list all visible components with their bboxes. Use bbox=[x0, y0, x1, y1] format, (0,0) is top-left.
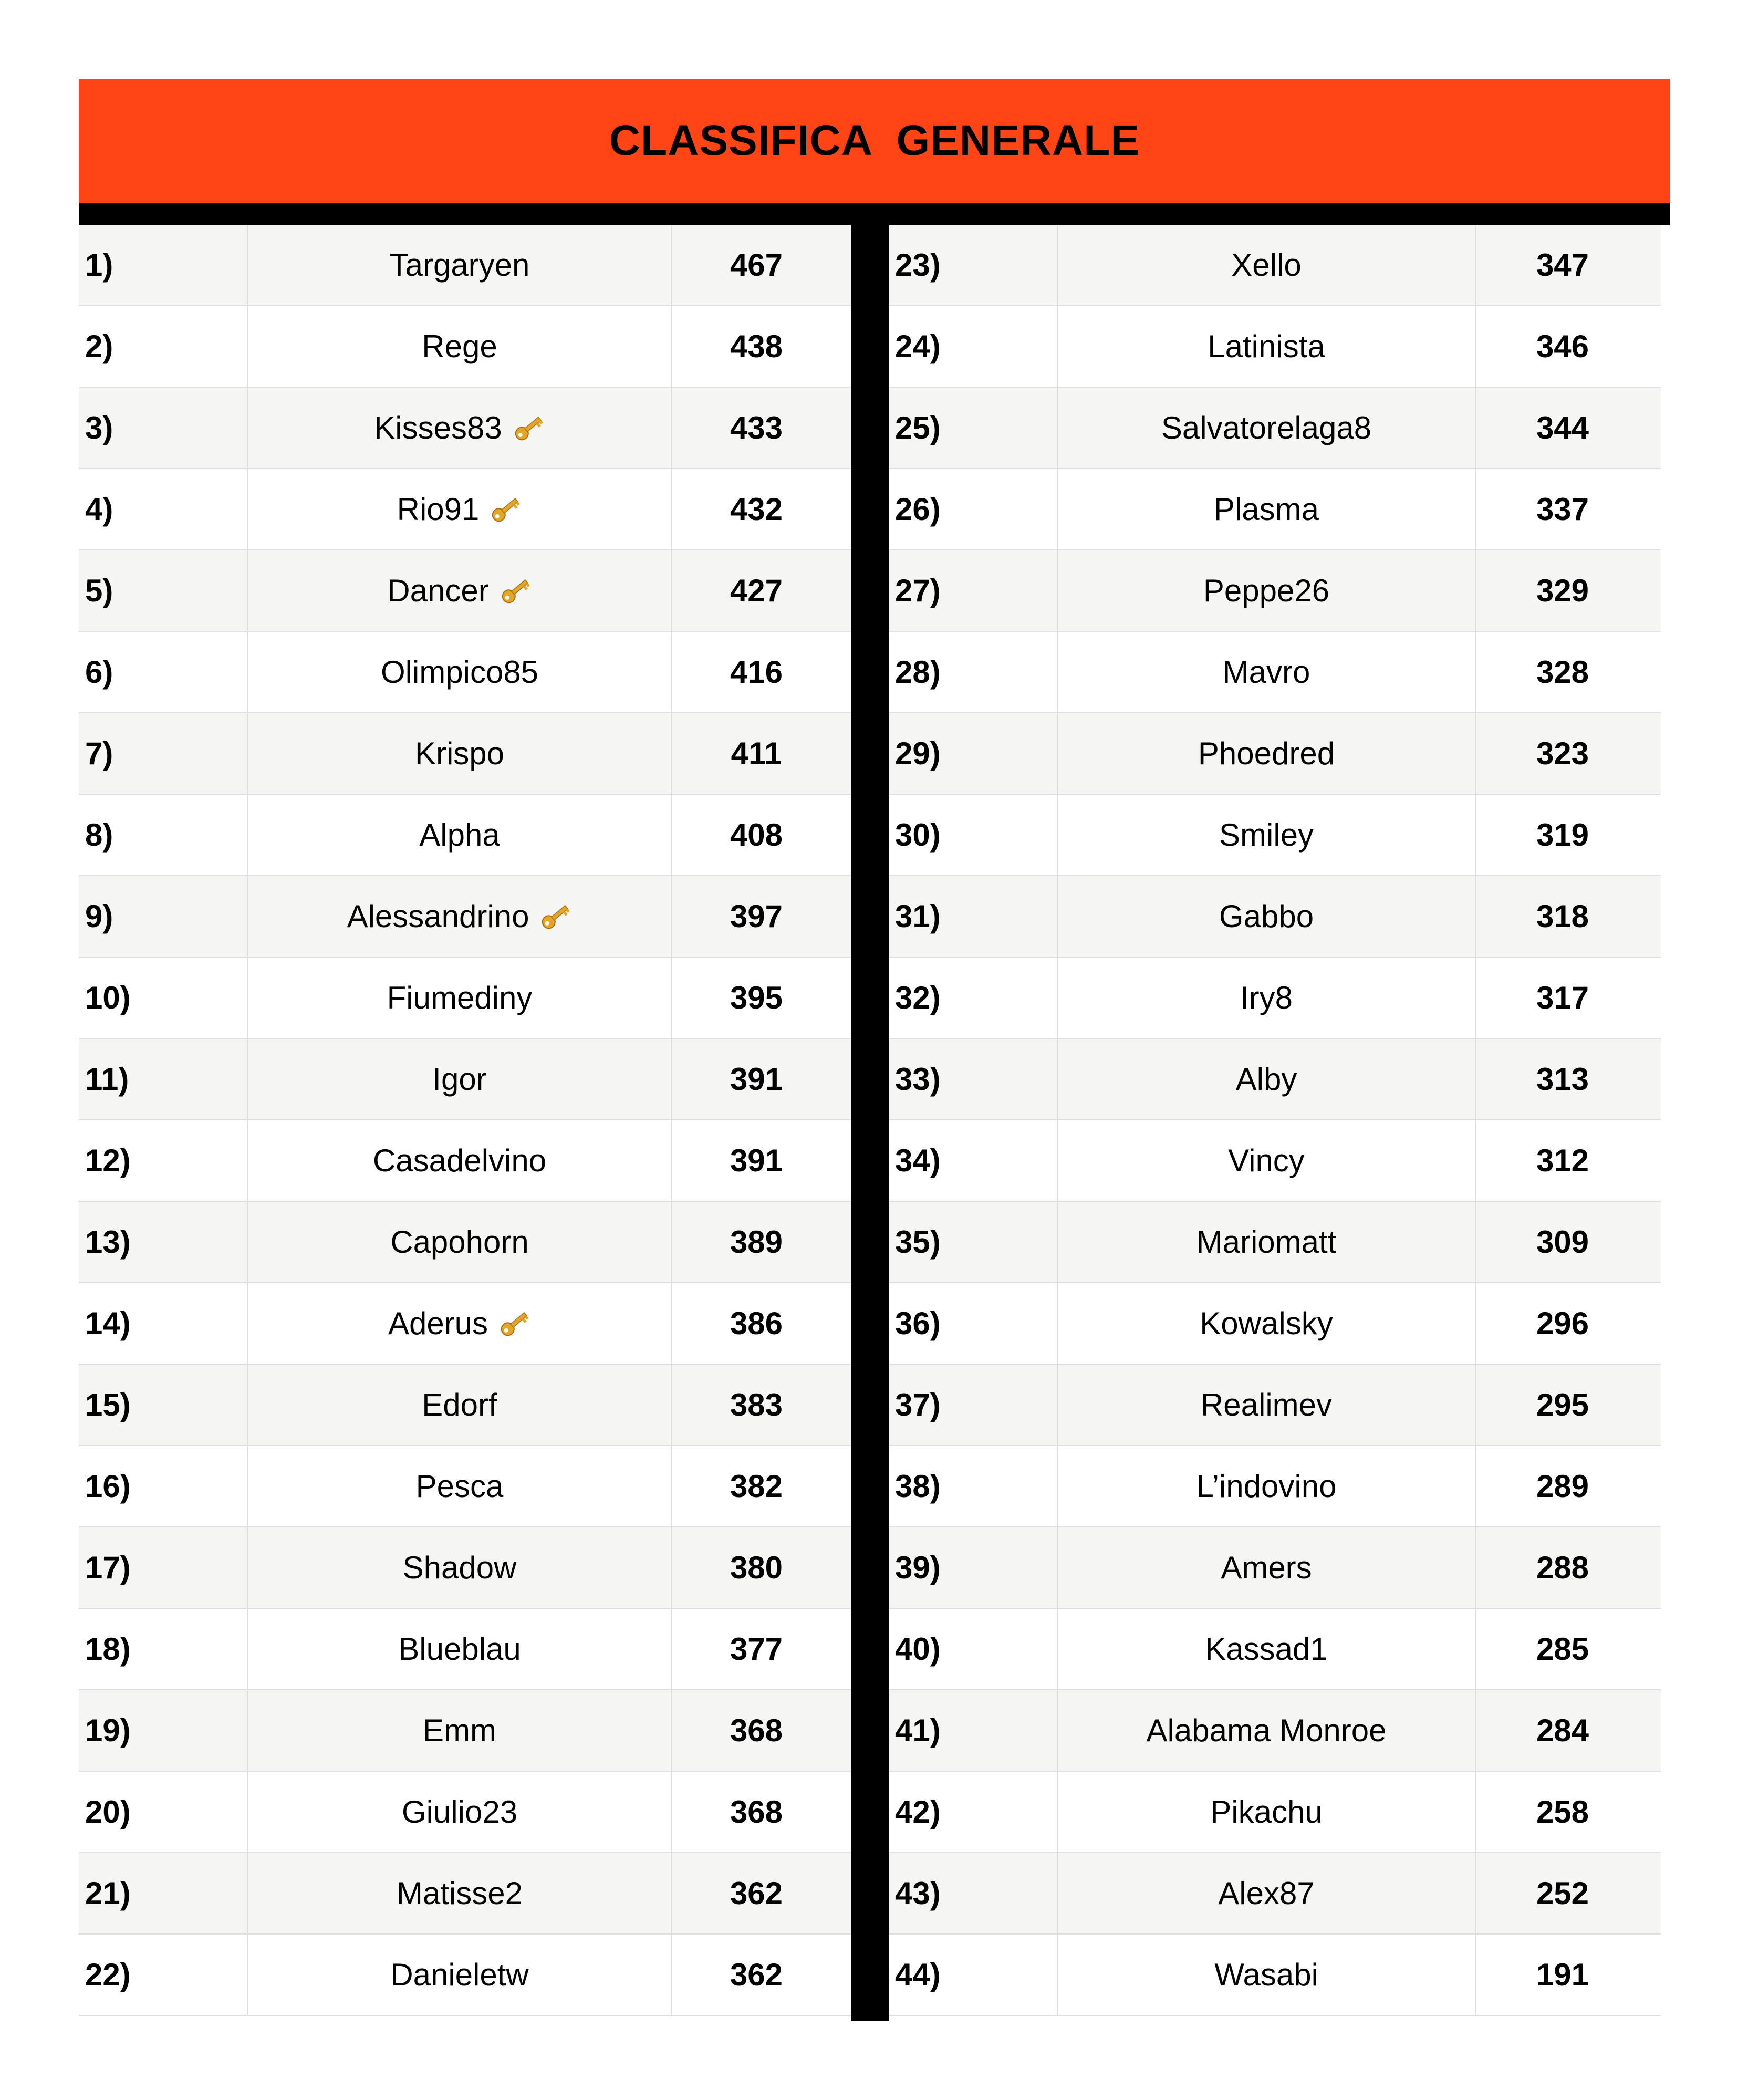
player-name: Smiley bbox=[1219, 817, 1314, 853]
player-name-cell bbox=[1058, 1527, 1476, 1608]
player-name-cell bbox=[248, 1935, 672, 2015]
rank-cell: 30) bbox=[889, 795, 1058, 875]
player-name: Casadelvino bbox=[372, 1143, 547, 1178]
score-cell: 284 bbox=[1536, 1713, 1589, 1748]
rank-cell: 39) bbox=[889, 1527, 1058, 1608]
player-name-cell bbox=[248, 1120, 672, 1201]
player-name: Plasma bbox=[1213, 492, 1319, 527]
score-cell: 467 bbox=[730, 247, 783, 283]
score-cell: 433 bbox=[730, 410, 783, 445]
standings-row bbox=[79, 876, 851, 958]
player-name-cell bbox=[248, 713, 672, 794]
standings-row bbox=[889, 1202, 1661, 1283]
standings-row bbox=[79, 1202, 851, 1283]
score-cell: 309 bbox=[1536, 1224, 1589, 1260]
player-name-cell bbox=[248, 550, 672, 631]
header-rule bbox=[79, 203, 1670, 225]
player-name-cell bbox=[248, 469, 672, 549]
player-name: Vincy bbox=[1228, 1143, 1305, 1178]
standings-row bbox=[889, 1120, 1661, 1202]
standings-row bbox=[79, 225, 851, 306]
standings-row bbox=[889, 225, 1661, 306]
standings-row bbox=[79, 388, 851, 469]
player-name: Krispo bbox=[414, 736, 505, 771]
player-name: Peppe26 bbox=[1203, 573, 1330, 608]
player-name-cell bbox=[248, 1772, 672, 1852]
player-name: Xello bbox=[1231, 247, 1302, 283]
score-cell: 337 bbox=[1536, 492, 1589, 527]
score-cell: 391 bbox=[730, 1062, 783, 1097]
standings-row bbox=[79, 1120, 851, 1202]
player-name: Rio91 bbox=[397, 492, 480, 527]
rank-cell: 5) bbox=[79, 550, 248, 631]
standings-row bbox=[889, 1283, 1661, 1365]
player-name-cell bbox=[1058, 1365, 1476, 1445]
score-cell: 295 bbox=[1536, 1387, 1589, 1422]
score-cell: 382 bbox=[730, 1469, 783, 1504]
score-cell: 296 bbox=[1536, 1306, 1589, 1341]
rank-cell: 42) bbox=[889, 1772, 1058, 1852]
player-name: Aderus bbox=[388, 1306, 488, 1341]
score-cell: 408 bbox=[730, 817, 783, 853]
player-name: Wasabi bbox=[1214, 1957, 1318, 1992]
score-cell: 368 bbox=[730, 1713, 783, 1748]
player-name: Latinista bbox=[1208, 329, 1325, 364]
player-name: Mariomatt bbox=[1196, 1224, 1337, 1260]
player-name: Danieletw bbox=[390, 1957, 529, 1992]
page-title: CLASSIFICA GENERALE bbox=[609, 117, 1140, 164]
score-cell: 319 bbox=[1536, 817, 1589, 853]
score-cell: 389 bbox=[730, 1224, 783, 1260]
player-name-cell bbox=[1058, 632, 1476, 712]
standings-row bbox=[79, 1039, 851, 1120]
key-icon bbox=[498, 574, 532, 608]
standings-row bbox=[79, 306, 851, 388]
player-name-cell bbox=[1058, 1202, 1476, 1282]
score-cell: 252 bbox=[1536, 1876, 1589, 1911]
player-name: Kassad1 bbox=[1205, 1631, 1328, 1667]
player-name-cell bbox=[248, 1039, 672, 1119]
player-name: Kisses83 bbox=[374, 410, 502, 445]
rank-cell: 24) bbox=[889, 306, 1058, 387]
score-cell: 347 bbox=[1536, 247, 1589, 283]
standings-row bbox=[79, 632, 851, 713]
player-name-cell bbox=[248, 1690, 672, 1771]
rank-cell: 8) bbox=[79, 795, 248, 875]
rank-cell: 35) bbox=[889, 1202, 1058, 1282]
rank-cell: 12) bbox=[79, 1120, 248, 1201]
player-name-cell bbox=[1058, 876, 1476, 957]
rank-cell: 15) bbox=[79, 1365, 248, 1445]
player-name: Giulio23 bbox=[401, 1794, 518, 1829]
score-cell: 397 bbox=[730, 899, 783, 934]
standings-row bbox=[79, 1609, 851, 1690]
player-name-cell bbox=[248, 225, 672, 305]
standings-row bbox=[79, 795, 851, 876]
standings-row bbox=[889, 550, 1661, 632]
rank-cell: 43) bbox=[889, 1853, 1058, 1933]
player-name-cell bbox=[248, 1283, 672, 1364]
standings-row bbox=[79, 1935, 851, 2016]
player-name: Mavro bbox=[1222, 654, 1310, 690]
player-name-cell bbox=[1058, 1935, 1476, 2015]
player-name: Capohorn bbox=[390, 1224, 529, 1260]
score-cell: 362 bbox=[730, 1957, 783, 1992]
rank-cell: 34) bbox=[889, 1120, 1058, 1201]
player-name: Iry8 bbox=[1240, 980, 1293, 1015]
player-name-cell bbox=[248, 388, 672, 468]
score-cell: 329 bbox=[1536, 573, 1589, 608]
player-name: Alby bbox=[1235, 1062, 1297, 1097]
standings-row bbox=[79, 713, 851, 795]
standings-row bbox=[79, 1283, 851, 1365]
score-cell: 285 bbox=[1536, 1631, 1589, 1667]
score-cell: 328 bbox=[1536, 654, 1589, 690]
standings-row bbox=[889, 1853, 1661, 1935]
player-name-cell bbox=[1058, 1120, 1476, 1201]
rank-cell: 25) bbox=[889, 388, 1058, 468]
key-icon bbox=[538, 900, 572, 933]
score-cell: 432 bbox=[730, 492, 783, 527]
standings-row bbox=[79, 550, 851, 632]
rank-cell: 2) bbox=[79, 306, 248, 387]
player-name-cell bbox=[1058, 1039, 1476, 1119]
score-cell: 258 bbox=[1536, 1794, 1589, 1829]
score-cell: 395 bbox=[730, 980, 783, 1015]
player-name: Alessandrino bbox=[347, 899, 529, 934]
player-name-cell bbox=[248, 1609, 672, 1689]
score-cell: 313 bbox=[1536, 1062, 1589, 1097]
player-name: Dancer bbox=[387, 573, 489, 608]
standings-row bbox=[889, 1039, 1661, 1120]
player-name: Edorf bbox=[422, 1387, 497, 1422]
player-name-cell bbox=[248, 876, 672, 957]
standings-column-left bbox=[79, 225, 851, 2021]
standings-row bbox=[889, 306, 1661, 388]
player-name: Olimpico85 bbox=[380, 654, 539, 690]
standings-row bbox=[889, 958, 1661, 1039]
standings-row bbox=[79, 1446, 851, 1527]
player-name: Salvatorelaga8 bbox=[1161, 410, 1372, 445]
player-name-cell bbox=[1058, 713, 1476, 794]
player-name: Igor bbox=[432, 1062, 487, 1097]
rank-cell: 13) bbox=[79, 1202, 248, 1282]
player-name: Gabbo bbox=[1219, 899, 1314, 934]
player-name-cell bbox=[1058, 1772, 1476, 1852]
score-cell: 427 bbox=[730, 573, 783, 608]
rank-cell: 16) bbox=[79, 1446, 248, 1526]
rank-cell: 36) bbox=[889, 1283, 1058, 1364]
player-name: Alex87 bbox=[1218, 1876, 1315, 1911]
rank-cell: 9) bbox=[79, 876, 248, 957]
score-cell: 312 bbox=[1536, 1143, 1589, 1178]
standings-row bbox=[79, 469, 851, 550]
standings-row bbox=[889, 388, 1661, 469]
player-name: Pikachu bbox=[1210, 1794, 1323, 1829]
standings-row bbox=[889, 632, 1661, 713]
score-cell: 416 bbox=[730, 654, 783, 690]
player-name: Targaryen bbox=[389, 247, 530, 283]
rank-cell: 20) bbox=[79, 1772, 248, 1852]
key-icon bbox=[512, 411, 545, 445]
rank-cell: 19) bbox=[79, 1690, 248, 1771]
rank-cell: 38) bbox=[889, 1446, 1058, 1526]
score-cell: 323 bbox=[1536, 736, 1589, 771]
player-name: Kowalsky bbox=[1200, 1306, 1333, 1341]
key-icon bbox=[497, 1307, 531, 1340]
player-name: Alpha bbox=[419, 817, 500, 853]
player-name: Pesca bbox=[415, 1469, 504, 1504]
rank-cell: 10) bbox=[79, 958, 248, 1038]
player-name: Alabama Monroe bbox=[1146, 1713, 1387, 1748]
standings-row bbox=[79, 1772, 851, 1853]
rank-cell: 14) bbox=[79, 1283, 248, 1364]
score-cell: 411 bbox=[731, 736, 782, 771]
standings-row bbox=[889, 1527, 1661, 1609]
player-name-cell bbox=[248, 1527, 672, 1608]
standings-table bbox=[79, 225, 1670, 2021]
score-cell: 383 bbox=[730, 1387, 783, 1422]
player-name: Rege bbox=[422, 329, 497, 364]
player-name-cell bbox=[248, 795, 672, 875]
rank-cell: 37) bbox=[889, 1365, 1058, 1445]
standings-row bbox=[889, 876, 1661, 958]
score-cell: 289 bbox=[1536, 1469, 1589, 1504]
player-name-cell bbox=[1058, 550, 1476, 631]
rank-cell: 22) bbox=[79, 1935, 248, 2015]
player-name: Emm bbox=[423, 1713, 496, 1748]
rank-cell: 17) bbox=[79, 1527, 248, 1608]
standings-row bbox=[889, 1365, 1661, 1446]
score-cell: 391 bbox=[730, 1143, 783, 1178]
player-name-cell bbox=[248, 958, 672, 1038]
key-icon bbox=[488, 493, 522, 526]
rank-cell: 21) bbox=[79, 1853, 248, 1933]
player-name-cell bbox=[248, 1446, 672, 1526]
player-name: Fiumediny bbox=[387, 980, 533, 1015]
standings-sheet bbox=[79, 79, 1670, 2021]
player-name-cell bbox=[1058, 958, 1476, 1038]
player-name-cell bbox=[1058, 1446, 1476, 1526]
rank-cell: 4) bbox=[79, 469, 248, 549]
rank-cell: 28) bbox=[889, 632, 1058, 712]
standings-row bbox=[889, 713, 1661, 795]
rank-cell: 11) bbox=[79, 1039, 248, 1119]
player-name-cell bbox=[248, 1365, 672, 1445]
standings-row bbox=[79, 1527, 851, 1609]
score-cell: 191 bbox=[1536, 1957, 1589, 1992]
player-name: L’indovino bbox=[1196, 1469, 1337, 1504]
rank-cell: 6) bbox=[79, 632, 248, 712]
player-name-cell bbox=[1058, 388, 1476, 468]
standings-row bbox=[889, 469, 1661, 550]
player-name: Matisse2 bbox=[396, 1876, 523, 1911]
standings-row bbox=[889, 1772, 1661, 1853]
score-cell: 362 bbox=[730, 1876, 783, 1911]
rank-cell: 27) bbox=[889, 550, 1058, 631]
player-name-cell bbox=[248, 306, 672, 387]
title-bar bbox=[79, 79, 1670, 203]
player-name: Amers bbox=[1221, 1550, 1312, 1585]
rank-cell: 7) bbox=[79, 713, 248, 794]
standings-row bbox=[889, 1446, 1661, 1527]
score-cell: 317 bbox=[1536, 980, 1589, 1015]
player-name-cell bbox=[1058, 225, 1476, 305]
rank-cell: 3) bbox=[79, 388, 248, 468]
standings-row bbox=[79, 1853, 851, 1935]
score-cell: 368 bbox=[730, 1794, 783, 1829]
player-name: Shadow bbox=[402, 1550, 517, 1585]
player-name-cell bbox=[1058, 1609, 1476, 1689]
player-name: Blueblau bbox=[398, 1631, 521, 1667]
standings-row bbox=[79, 1365, 851, 1446]
player-name-cell bbox=[1058, 795, 1476, 875]
rank-cell: 26) bbox=[889, 469, 1058, 549]
player-name-cell bbox=[1058, 1853, 1476, 1933]
score-cell: 380 bbox=[730, 1550, 783, 1585]
standings-row bbox=[79, 958, 851, 1039]
rank-cell: 32) bbox=[889, 958, 1058, 1038]
rank-cell: 29) bbox=[889, 713, 1058, 794]
player-name-cell bbox=[248, 632, 672, 712]
rank-cell: 31) bbox=[889, 876, 1058, 957]
rank-cell: 23) bbox=[889, 225, 1058, 305]
player-name: Phoedred bbox=[1198, 736, 1335, 771]
player-name-cell bbox=[1058, 306, 1476, 387]
rank-cell: 18) bbox=[79, 1609, 248, 1689]
score-cell: 318 bbox=[1536, 899, 1589, 934]
score-cell: 346 bbox=[1536, 329, 1589, 364]
player-name-cell bbox=[1058, 469, 1476, 549]
rank-cell: 33) bbox=[889, 1039, 1058, 1119]
score-cell: 288 bbox=[1536, 1550, 1589, 1585]
standings-row bbox=[889, 1690, 1661, 1772]
player-name: Realimev bbox=[1200, 1387, 1333, 1422]
standings-row bbox=[889, 1609, 1661, 1690]
rank-cell: 1) bbox=[79, 225, 248, 305]
player-name-cell bbox=[1058, 1690, 1476, 1771]
column-divider bbox=[851, 225, 889, 2021]
rank-cell: 40) bbox=[889, 1609, 1058, 1689]
player-name-cell bbox=[1058, 1283, 1476, 1364]
standings-column-right bbox=[889, 225, 1661, 2021]
rank-cell: 41) bbox=[889, 1690, 1058, 1771]
standings-row bbox=[79, 1690, 851, 1772]
standings-row bbox=[889, 795, 1661, 876]
score-cell: 344 bbox=[1536, 410, 1589, 445]
score-cell: 386 bbox=[730, 1306, 783, 1341]
rank-cell: 44) bbox=[889, 1935, 1058, 2015]
score-cell: 438 bbox=[730, 329, 783, 364]
player-name-cell bbox=[248, 1853, 672, 1933]
score-cell: 377 bbox=[730, 1631, 783, 1667]
standings-row bbox=[889, 1935, 1661, 2016]
player-name-cell bbox=[248, 1202, 672, 1282]
